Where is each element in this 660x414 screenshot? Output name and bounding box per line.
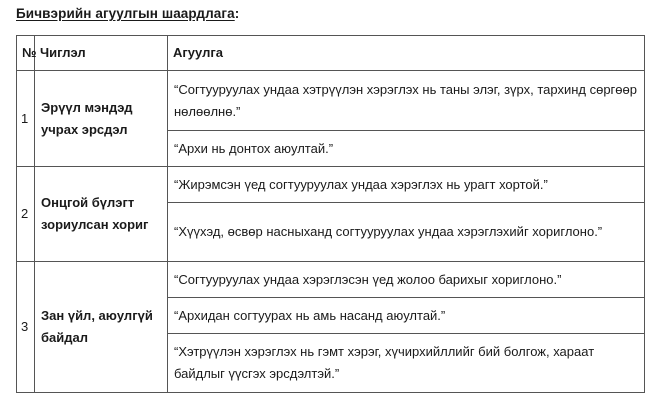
content-cell: “Архи нь донтох аюултай.” — [168, 131, 645, 167]
table-row — [17, 71, 645, 131]
content-cell: “Согтууруулах ундаа хэрэглэсэн үед жолоо барихыг хориглоно.” — [168, 262, 645, 298]
requirements-table — [16, 35, 645, 393]
content-cell: “Хүүхэд, өсвөр насныханд согтууруулах ундаа хэрэглэхийг хориглоно.” — [168, 203, 645, 262]
header-number: № — [17, 36, 35, 71]
table-row — [17, 262, 645, 298]
row-direction: Зан үйл, аюулгүй байдал — [35, 262, 168, 393]
table-row — [17, 167, 645, 203]
row-number: 1 — [17, 71, 35, 167]
heading-colon: : — [234, 6, 240, 21]
table-header-row — [17, 36, 645, 71]
row-direction: Эрүүл мэндэд учрах эрсдэл — [35, 71, 168, 167]
row-direction: Онцгой бүлэгт зориулсан хориг — [35, 167, 168, 262]
row-number: 3 — [17, 262, 35, 393]
content-cell: “Согтууруулах ундаа хэтрүүлэн хэрэглэх нь таны элэг, зүрх, тархинд сөргөөр нөлөөлнө.” — [168, 71, 645, 131]
header-content: Агуулга — [168, 36, 645, 71]
page-heading — [16, 6, 239, 21]
content-cell: “Архидан согтуурах нь амь насанд аюултай.” — [168, 298, 645, 334]
content-cell: “Хэтрүүлэн хэрэглэх нь гэмт хэрэг, хүчирхийллийг бий болгож, хараат байдлыг үүсгэх эрсдэлтэй.” — [168, 334, 645, 393]
heading-title: Бичвэрийн агуулгын шаардлага — [16, 6, 235, 21]
content-cell: “Жирэмсэн үед согтууруулах ундаа хэрэглэх нь урагт хортой.” — [168, 167, 645, 203]
header-direction: Чиглэл — [35, 36, 168, 71]
row-number: 2 — [17, 167, 35, 262]
